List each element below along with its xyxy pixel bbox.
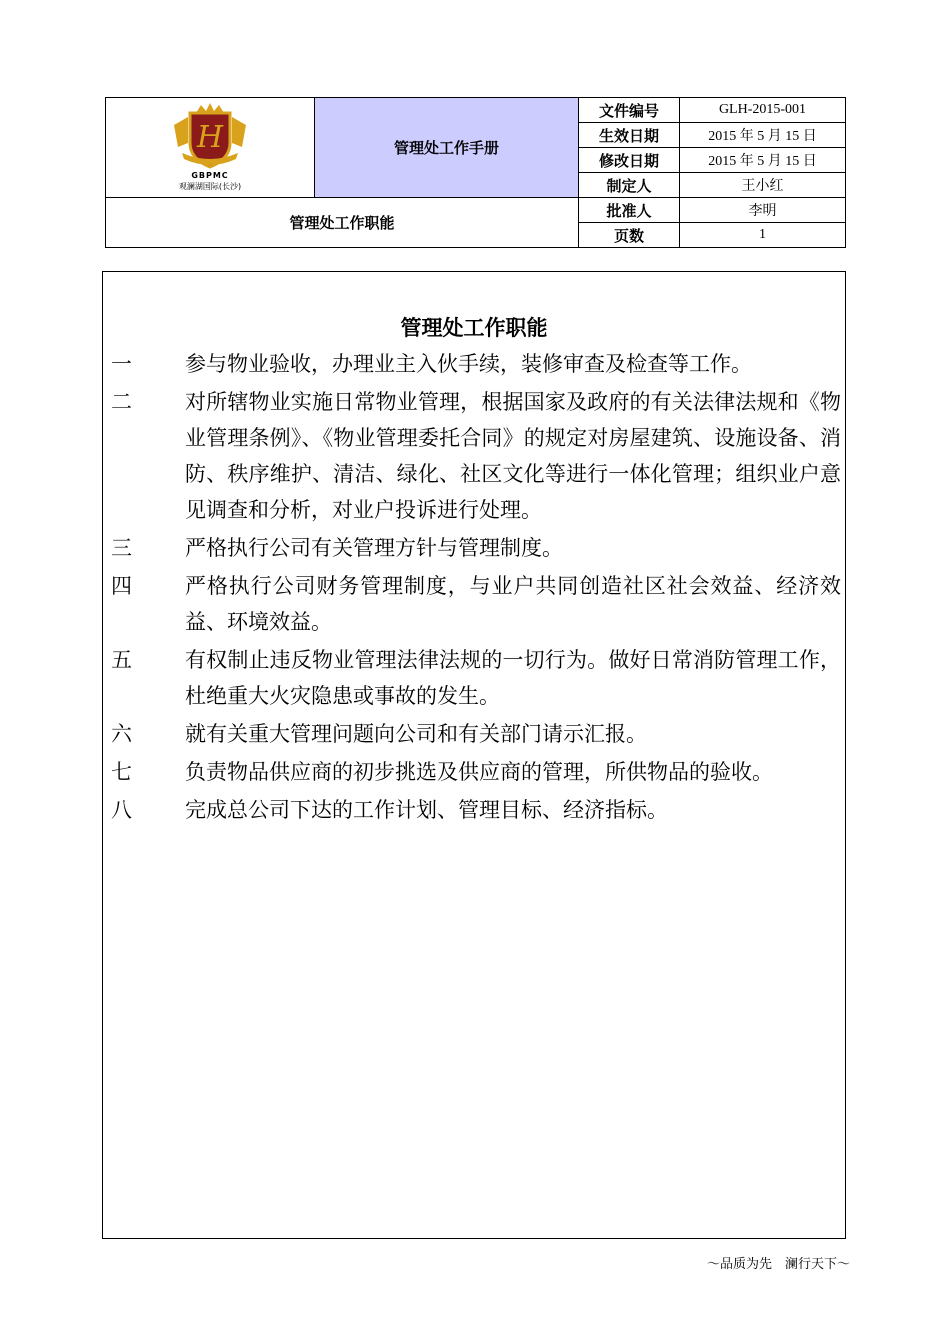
company-logo (106, 103, 314, 192)
footer-slogan: ～品质为先 澜行天下～ (706, 1257, 850, 1272)
list-item (111, 792, 841, 828)
crest-icon (170, 103, 250, 169)
logo-brand-text: GBPMC (191, 171, 229, 180)
item-number: 一 (111, 352, 132, 376)
item-text: 负责物品供应商的初步挑选及供应商的管理，所供物品的验收。 (185, 760, 773, 784)
item-number: 七 (111, 760, 132, 784)
field-label-author: 制定人 (579, 173, 680, 198)
field-label-effective-date: 生效日期 (579, 123, 680, 148)
field-value-revision-date: 2015 年 5 月 15 日 (680, 148, 846, 173)
section-title: 管理处工作职能 (106, 198, 579, 248)
field-value-pages: 1 (680, 223, 846, 248)
item-number: 四 (111, 574, 132, 598)
field-value-effective-date: 2015 年 5 月 15 日 (680, 123, 846, 148)
item-number: 五 (111, 648, 132, 672)
list-item (111, 754, 841, 790)
item-number: 二 (111, 390, 132, 414)
item-number: 三 (111, 536, 132, 560)
list-item (111, 530, 841, 566)
field-value-doc-number: GLH-2015-001 (680, 98, 846, 123)
list-item (111, 642, 841, 714)
item-number: 八 (111, 798, 132, 822)
item-text: 严格执行公司有关管理方针与管理制度。 (185, 536, 563, 560)
field-value-author: 王小红 (680, 173, 846, 198)
manual-title: 管理处工作手册 (315, 98, 579, 198)
logo-org-text: 观澜湖国际(长沙) (178, 182, 242, 191)
item-number: 六 (111, 722, 132, 746)
field-label-revision-date: 修改日期 (579, 148, 680, 173)
list-item (111, 346, 841, 382)
logo-cell (106, 98, 315, 198)
item-text: 参与物业验收，办理业主入伙手续，装修审查及检查等工作。 (185, 352, 752, 376)
field-label-doc-number: 文件编号 (579, 98, 680, 123)
item-text: 严格执行公司财务管理制度，与业户共同创造社区社会效益、经济效益、环境效益。 (185, 574, 841, 634)
content-box (102, 271, 846, 1239)
item-text: 有权制止违反物业管理法律法规的一切行为。做好日常消防管理工作，杜绝重大火灾隐患或事故的发生。 (185, 648, 841, 708)
list-item (111, 568, 841, 640)
emblem-letter: H (196, 120, 224, 155)
list-item (111, 384, 841, 528)
duty-list (111, 346, 841, 830)
field-value-approver: 李明 (680, 198, 846, 223)
document-title: 管理处工作职能 (400, 316, 548, 340)
field-label-approver: 批准人 (579, 198, 680, 223)
field-label-pages: 页数 (579, 223, 680, 248)
document-header-table (105, 97, 846, 248)
list-item (111, 716, 841, 752)
item-text: 就有关重大管理问题向公司和有关部门请示汇报。 (185, 722, 647, 746)
item-text: 完成总公司下达的工作计划、管理目标、经济指标。 (185, 798, 668, 822)
item-text: 对所辖物业实施日常物业管理，根据国家及政府的有关法律法规和《物业管理条例》、《物业管理委托合同》的规定对房屋建筑、设施设备、消防、秩序维护、清洁、绿化、社区文化等进行一体化管理；组织业户意见调查和分析，对业户投诉进行处理。 (185, 390, 841, 522)
